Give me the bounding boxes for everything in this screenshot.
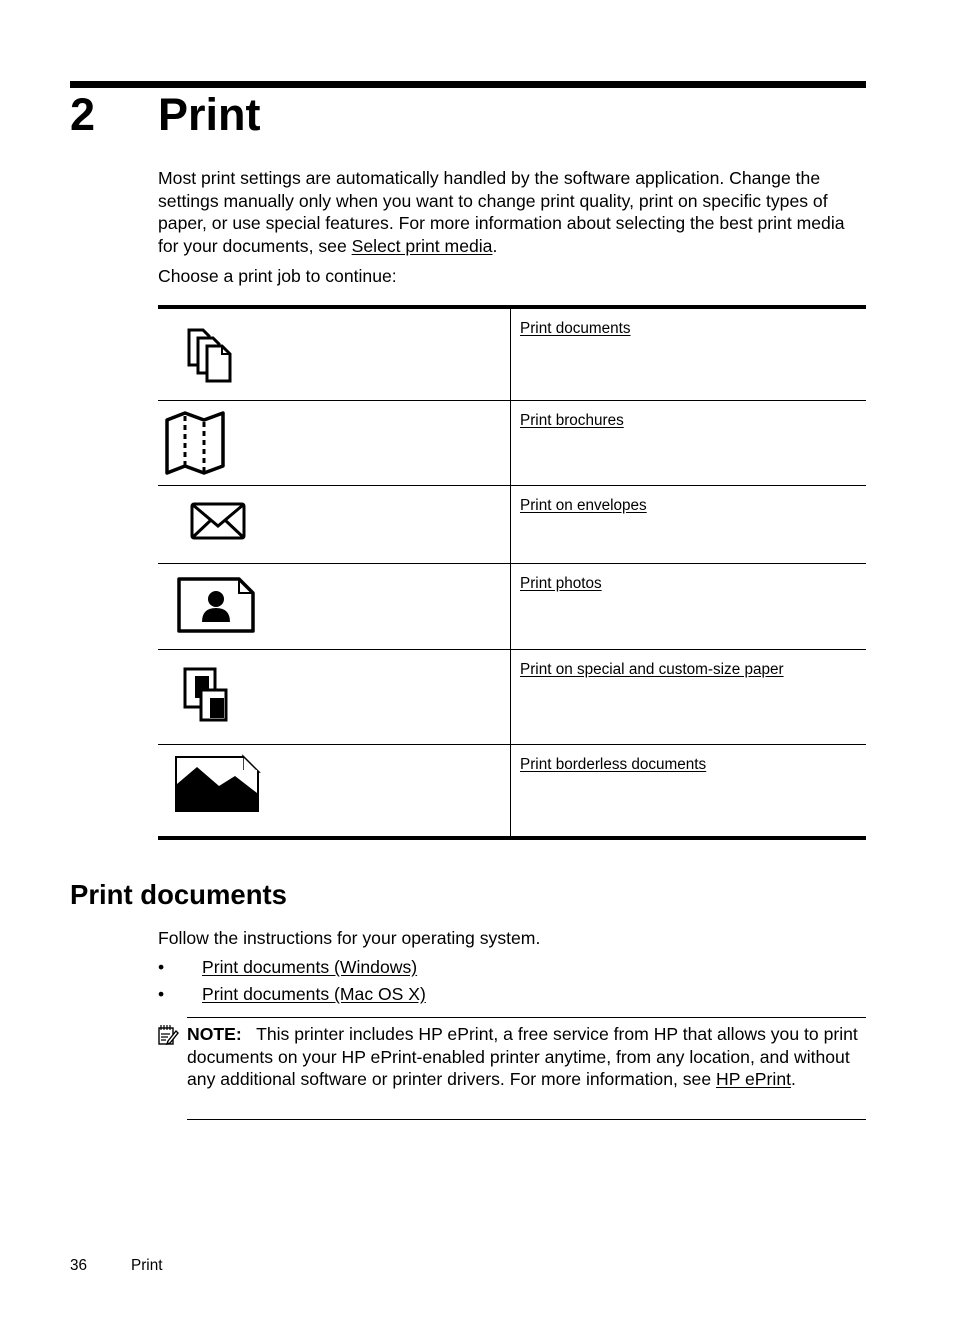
table-row	[158, 486, 866, 564]
intro-end: .	[492, 235, 498, 256]
job-cell	[511, 745, 866, 836]
print-documents-link[interactable]: Print documents	[520, 320, 631, 337]
note-paragraph	[187, 1023, 867, 1091]
print-borderless-link[interactable]: Print borderless documents	[520, 756, 707, 773]
custom-size-paper-icon	[182, 666, 230, 722]
brochure-icon	[164, 410, 226, 476]
icon-cell	[158, 486, 511, 563]
job-cell	[511, 486, 866, 563]
section-heading: Print documents	[70, 879, 287, 910]
select-print-media-link[interactable]: Select print media	[351, 235, 493, 256]
print-jobs-table	[158, 305, 866, 840]
chapter-rule	[70, 81, 866, 88]
note-label: NOTE:	[187, 1024, 242, 1044]
note-text: This printer includes HP ePrint, a free service from HP that allows you to print documents on your HP ePrint-enabled printer anytime, from any location, and without any additional software or printer drivers. For more information, see	[187, 1024, 858, 1090]
table-row	[158, 650, 866, 745]
print-photos-link[interactable]: Print photos	[520, 575, 602, 592]
note-bottom-rule	[187, 1119, 866, 1120]
note-icon	[157, 1024, 179, 1046]
table-row	[158, 401, 866, 486]
note-end: .	[791, 1069, 796, 1090]
job-cell	[511, 309, 866, 400]
table-row	[158, 564, 866, 650]
table-row	[158, 745, 866, 836]
print-documents-mac-link[interactable]: Print documents (Mac OS X)	[202, 984, 426, 1004]
bullet: •	[158, 984, 165, 1004]
job-cell	[511, 401, 866, 485]
choose-prompt: Choose a print job to continue:	[158, 266, 397, 286]
icon-cell	[158, 401, 511, 485]
intro-paragraph	[158, 167, 868, 257]
print-brochures-link[interactable]: Print brochures	[520, 412, 624, 429]
table-row	[158, 309, 866, 401]
chapter-number: 2	[70, 89, 96, 140]
hp-eprint-link[interactable]: HP ePrint	[716, 1069, 791, 1090]
footer-title: Print	[131, 1257, 163, 1274]
job-cell	[511, 650, 866, 744]
icon-cell	[158, 309, 511, 400]
documents-icon	[186, 327, 236, 383]
intro-text: Most print settings are automatically handled by the software application. Change the settings manually only when you want to change print quality, print on specific types of paper, or use special features. For more information about selecting the best print media for your documents, see	[158, 168, 845, 256]
icon-cell	[158, 564, 511, 649]
print-on-envelopes-link[interactable]: Print on envelopes	[520, 497, 647, 514]
bullet: •	[158, 957, 165, 977]
job-cell	[511, 564, 866, 649]
note-top-rule	[187, 1017, 866, 1018]
photo-icon	[176, 576, 256, 634]
print-documents-windows-link[interactable]: Print documents (Windows)	[202, 957, 418, 977]
section-instruction: Follow the instructions for your operating system.	[158, 928, 541, 948]
icon-cell	[158, 745, 511, 836]
print-special-paper-link[interactable]: Print on special and custom-size paper	[520, 661, 784, 678]
page-number: 36	[70, 1257, 88, 1274]
icon-cell	[158, 650, 511, 744]
chapter-title: Print	[158, 89, 261, 140]
envelope-icon	[190, 502, 246, 540]
borderless-icon	[173, 754, 261, 814]
